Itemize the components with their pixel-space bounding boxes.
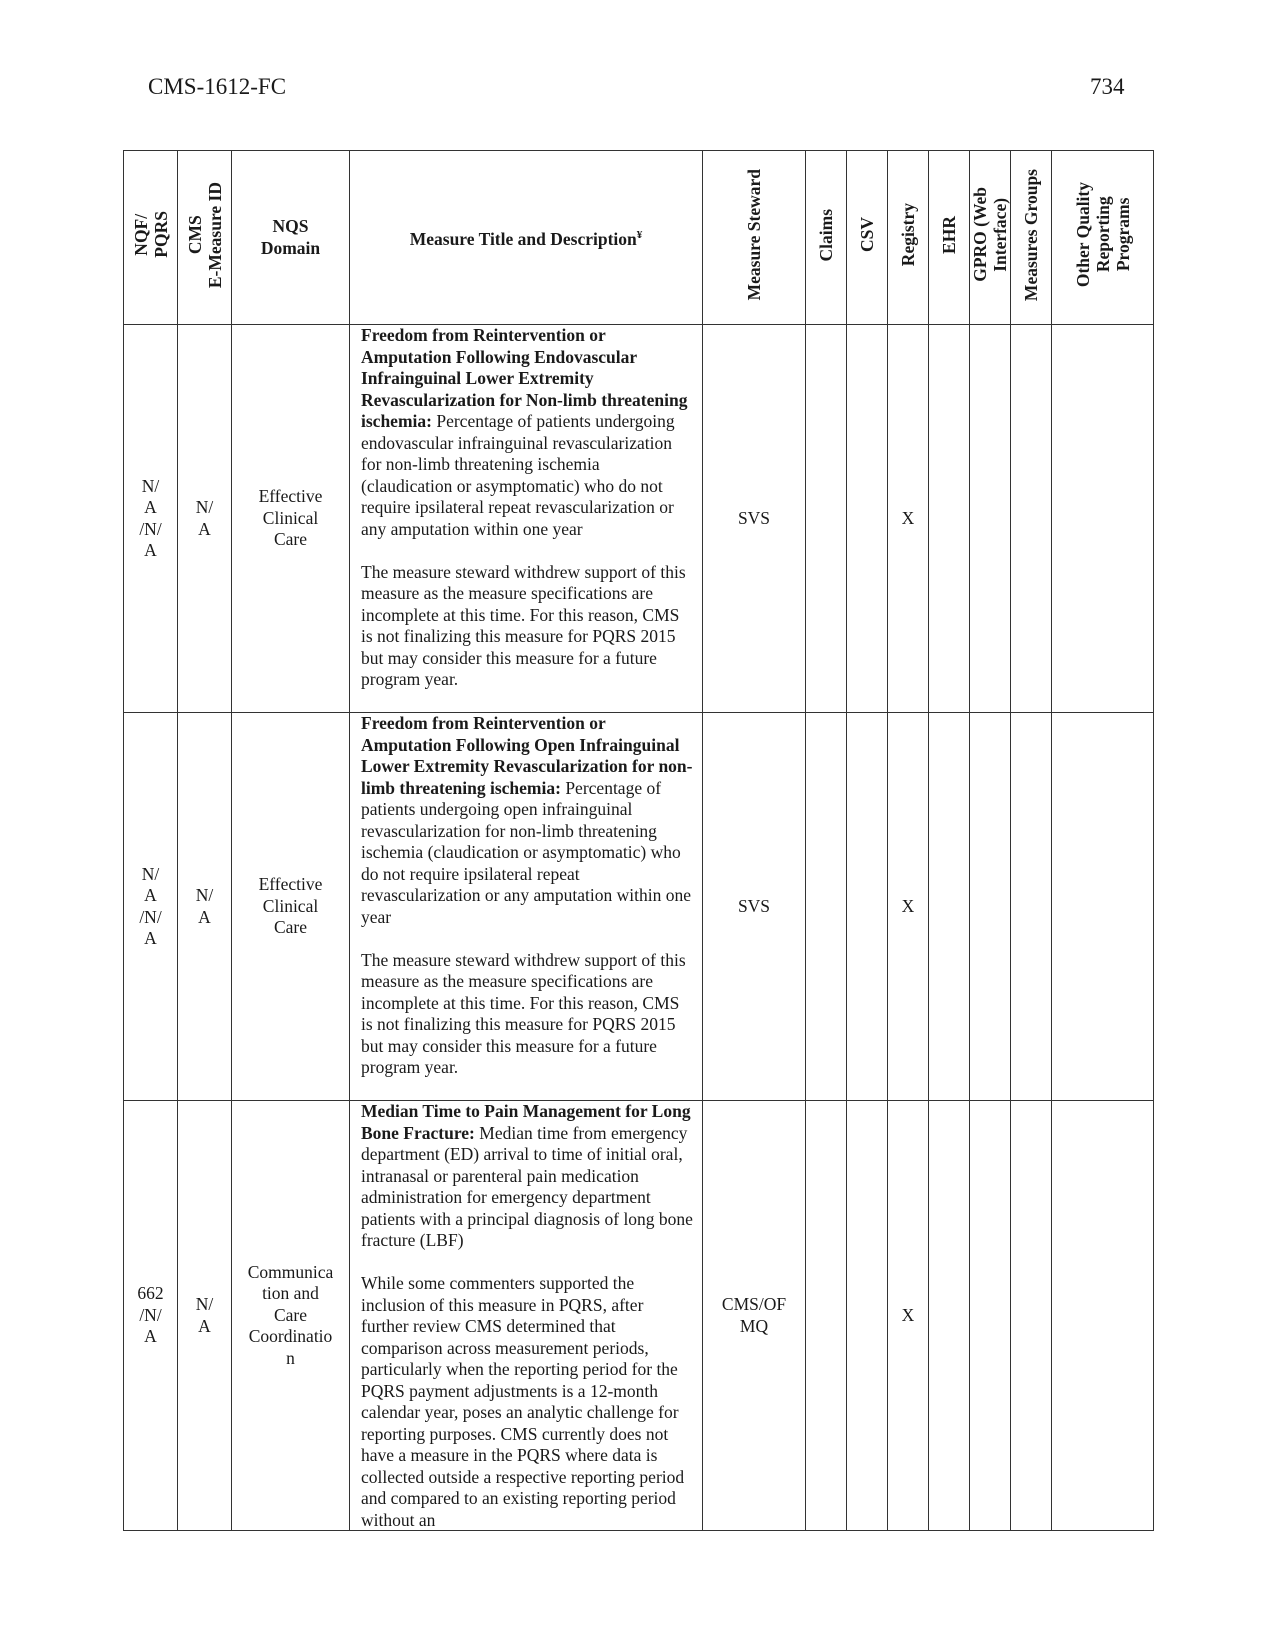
- measure-description-cell: [350, 713, 703, 1101]
- gpro-cell: [970, 325, 1011, 713]
- gpro-cell: [970, 1101, 1011, 1531]
- col-header-measure-steward: Measure Steward: [703, 151, 806, 325]
- measure-title: Freedom from Reintervention or Amputation Following Open Infrainguinal Lower Extremity Revascularization for non-limb threatening ischemia:: [361, 713, 693, 798]
- csv-cell: [847, 325, 888, 713]
- cms-emeasure-cell: N/ A: [178, 325, 232, 713]
- col-header-measure-title: Measure Title and Description¥: [350, 151, 703, 325]
- measure-title: Median Time to Pain Management for Long Bone Fracture:: [361, 1101, 691, 1143]
- other-programs-cell: [1052, 713, 1154, 1101]
- measure-steward-cell: CMS/OF MQ: [703, 1101, 806, 1531]
- registry-cell: X: [888, 1101, 929, 1531]
- measure-steward-cell: SVS: [703, 325, 806, 713]
- cms-emeasure-cell: N/ A: [178, 713, 232, 1101]
- claims-cell: [806, 325, 847, 713]
- col-header-gpro: GPRO (Web Interface): [970, 151, 1011, 325]
- table-row: [124, 325, 1154, 713]
- col-header-other-programs: Other Quality Reporting Programs: [1052, 151, 1154, 325]
- measures-table: [123, 150, 1154, 1531]
- page-number: 734: [1090, 74, 1125, 99]
- measure-note: The measure steward withdrew support of this measure as the measure specifications are incomplete at this time. For this reason, CMS is not finalizing this measure for PQRS 2015 but may consider this measure for a future program year.: [361, 561, 686, 689]
- measures-groups-cell: [1011, 713, 1052, 1101]
- table-row: [124, 713, 1154, 1101]
- measure-note: The measure steward withdrew support of this measure as the measure specifications are incomplete at this time. For this reason, CMS is not finalizing this measure for PQRS 2015 but may consider this measure for a future program year.: [361, 949, 686, 1077]
- nqs-domain-cell: Effective Clinical Care: [232, 713, 350, 1101]
- table-header-row: [124, 151, 1154, 325]
- measure-description-cell: [350, 325, 703, 713]
- nqf-pqrs-cell: N/ A /N/ A: [124, 713, 178, 1101]
- ehr-cell: [929, 713, 970, 1101]
- col-header-csv: CSV: [847, 151, 888, 325]
- col-header-registry: Registry: [888, 151, 929, 325]
- col-header-nqf-pqrs: NQF/ PQRS: [124, 151, 178, 325]
- ehr-cell: [929, 325, 970, 713]
- measure-note: While some commenters supported the inclusion of this measure in PQRS, after further review CMS determined that comparison across measurement periods, particularly when the reporting period for the PQRS payment adjustments is a 12-month calendar year, poses an analytic challenge for reporting purposes. CMS currently does not have a measure in the PQRS where data is collected outside a respective reporting period and compared to an existing reporting period without an: [361, 1273, 685, 1530]
- nqf-pqrs-cell: 662 /N/ A: [124, 1101, 178, 1531]
- measure-description: Percentage of patients undergoing endovascular infrainguinal revascularization for non-limb threatening ischemia (claudication or asymptomatic) who do not require ipsilateral repeat revascularization or any amputation within one year: [361, 411, 675, 539]
- registry-cell: X: [888, 713, 929, 1101]
- csv-cell: [847, 713, 888, 1101]
- measure-description: Median time from emergency department (ED) arrival to time of initial oral, intranasal or parenteral pain medication administration for emergency department patients with a principal diagnosis of long bone fracture (LBF): [361, 1122, 693, 1250]
- ehr-cell: [929, 1101, 970, 1531]
- measure-description: Percentage of patients undergoing open infrainguinal revascularization for non-limb threatening ischemia (claudication or asymptomatic) who do not require ipsilateral repeat revascularization or any amputation within one year: [361, 777, 691, 927]
- col-header-measures-groups: Measures Groups: [1011, 151, 1052, 325]
- cms-emeasure-cell: N/ A: [178, 1101, 232, 1531]
- measures-groups-cell: [1011, 1101, 1052, 1531]
- csv-cell: [847, 1101, 888, 1531]
- nqs-domain-cell: Effective Clinical Care: [232, 325, 350, 713]
- claims-cell: [806, 713, 847, 1101]
- col-header-ehr: EHR: [929, 151, 970, 325]
- document-id: CMS-1612-FC: [148, 74, 287, 99]
- col-header-cms-emeasure-id: CMS E-Measure ID: [178, 151, 232, 325]
- col-header-nqs-domain: NQS Domain: [232, 151, 350, 325]
- registry-cell: X: [888, 325, 929, 713]
- yen-mark: ¥: [636, 228, 643, 241]
- gpro-cell: [970, 713, 1011, 1101]
- other-programs-cell: [1052, 325, 1154, 713]
- claims-cell: [806, 1101, 847, 1531]
- measure-title: Freedom from Reintervention or Amputation Following Endovascular Infrainguinal Lower Extremity Revascularization for Non-limb threatening ischemia:: [361, 325, 688, 431]
- other-programs-cell: [1052, 1101, 1154, 1531]
- measure-description-cell: [350, 1101, 703, 1531]
- measures-groups-cell: [1011, 325, 1052, 713]
- measure-steward-cell: SVS: [703, 713, 806, 1101]
- nqf-pqrs-cell: N/ A /N/ A: [124, 325, 178, 713]
- nqs-domain-cell: Communica tion and Care Coordinatio n: [232, 1101, 350, 1531]
- table-row: [124, 1101, 1154, 1531]
- col-header-claims: Claims: [806, 151, 847, 325]
